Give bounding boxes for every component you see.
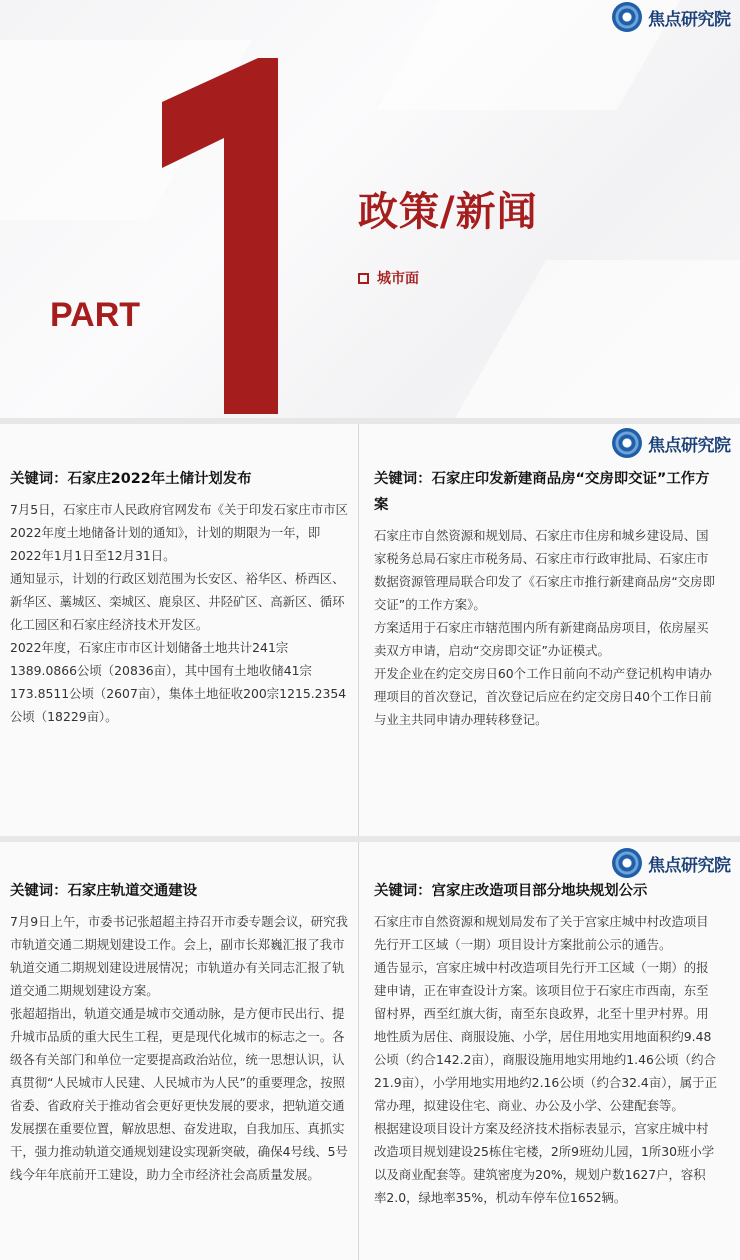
news-paragraph: 石家庄市自然资源和规划局发布了关于宫家庄城中村改造项目先行开工区域（一期）项目设计方案批前公示的通告。 [374,914,709,952]
brand-logo [612,2,731,32]
brand-logo [612,428,731,458]
logo-icon [612,848,642,878]
news-item-land-reserve [10,466,348,728]
news-keyword: 关键词：宫家庄改造项目部分地块规划公示 [374,883,648,899]
news-paragraph: 根据建设项目设计方案及经济技术指标表显示，宫家庄城中村改造项目规划建设25栋住宅楼，2所9班幼儿园，1所30班小学以及商业配套等。建筑密度为20%，规划户数1627户，容积率2.0，绿地率35%，机动车停车位1652辆。 [374,1121,715,1205]
checkbox-square-icon [358,273,369,284]
part-label: PART [50,296,141,334]
news-slide-2 [0,842,740,1260]
news-paragraph: 通告显示，宫家庄城中村改造项目先行开工区域（一期）的报建申请，正在审查设计方案。该项目位于石家庄市西南，东至留村界，西至红旗大街，南至东良政界，北至十里尹村界。用地性质为居住、商服设施、小学，居住用地实用地面积约9.48公顷（约合142.2亩），商服设施用地实用地约1.46公顷（约合21.9亩），小学用地实用地约2.16公顷（约合32.4亩），属于正常办理，拟建设住宅、商业、办公及小学、公建配套等。 [374,960,717,1113]
news-keyword: 关键词：石家庄2022年土储计划发布 [10,471,252,487]
column-divider [358,424,359,836]
section-title: 政策/新闻 [358,189,538,235]
news-keyword: 关键词：石家庄轨道交通建设 [10,883,198,899]
news-slide-1 [0,424,740,836]
news-keyword: 关键词：石家庄印发新建商品房“交房即交证”工作方案 [374,471,710,513]
logo-text: 焦点研究院 [648,855,731,876]
logo-icon [612,2,642,32]
subtitle-text: 城市面 [377,271,419,287]
brand-logo [612,848,731,878]
news-paragraph: 2022年度，石家庄市市区计划储备土地共计241宗1389.0866公顷（20836亩），其中国有土地收储41宗173.8511公顷（2607亩），集体土地征收200宗1215.2354公顷（18229亩）。 [10,640,347,724]
column-divider [358,842,359,1260]
logo-icon [612,428,642,458]
news-paragraph: 方案适用于石家庄市辖范围内所有新建商品房项目，依房屋买卖双方申请，启动“交房即交证”办证模式。 [374,620,709,658]
news-paragraph: 石家庄市自然资源和规划局、石家庄市住房和城乡建设局、国家税务总局石家庄市税务局、石家庄市行政审批局、石家庄市数据资源管理局联合印发了《石家庄市推行新建商品房“交房即交证”的工作方案》。 [374,528,715,612]
news-paragraph: 7月5日，石家庄市人民政府官网发布《关于印发石家庄市市区2022年度土地储备计划的通知》，计划的期限为一年，即2022年1月1日至12月31日。 [10,502,348,563]
logo-text: 焦点研究院 [648,9,731,30]
logo-text: 焦点研究院 [648,435,731,456]
background-facet [454,260,740,418]
news-item-gongjiazhuang [374,878,718,1209]
cover-slide [0,0,740,418]
news-paragraph: 7月9日上午，市委书记张超超主持召开市委专题会议，研究我市轨道交通二期规划建设工作。会上，副市长郑巍汇报了我市轨道交通二期规划建设进展情况；市轨道办有关同志汇报了轨道交通二期规划建设方案。 [10,914,348,998]
big-number-one [140,58,320,414]
news-paragraph: 张超超指出，轨道交通是城市交通动脉，是方便市民出行、提升城市品质的重大民生工程，更是现代化城市的标志之一。各级各有关部门和单位一定要提高政治站位，统一思想认识，认真贯彻“人民城市人民建、人民城市为人民”的重要理念，按照省委、省政府关于推动省会更好更快发展的要求，把轨道交通发展摆在重要位置，解放思想、奋发进取，自我加压、真抓实干，强力推动轨道交通规划建设实现新突破，确保4号线、5号线今年年底前开工建设，助力全市经济社会高质量发展。 [10,1006,348,1182]
news-paragraph: 开发企业在约定交房日60个工作日前向不动产登记机构申请办理项目的首次登记，首次登记后应在约定交房日40个工作日前与业主共同申请办理转移登记。 [374,666,712,727]
news-item-rail-transit [10,878,348,1186]
news-item-house-certificate [374,466,718,731]
news-paragraph: 通知显示，计划的行政区划范围为长安区、裕华区、桥西区、新华区、藁城区、栾城区、鹿泉区、井陉矿区、高新区、循环化工园区和石家庄经济技术开发区。 [10,571,345,632]
section-subtitle [358,268,419,288]
